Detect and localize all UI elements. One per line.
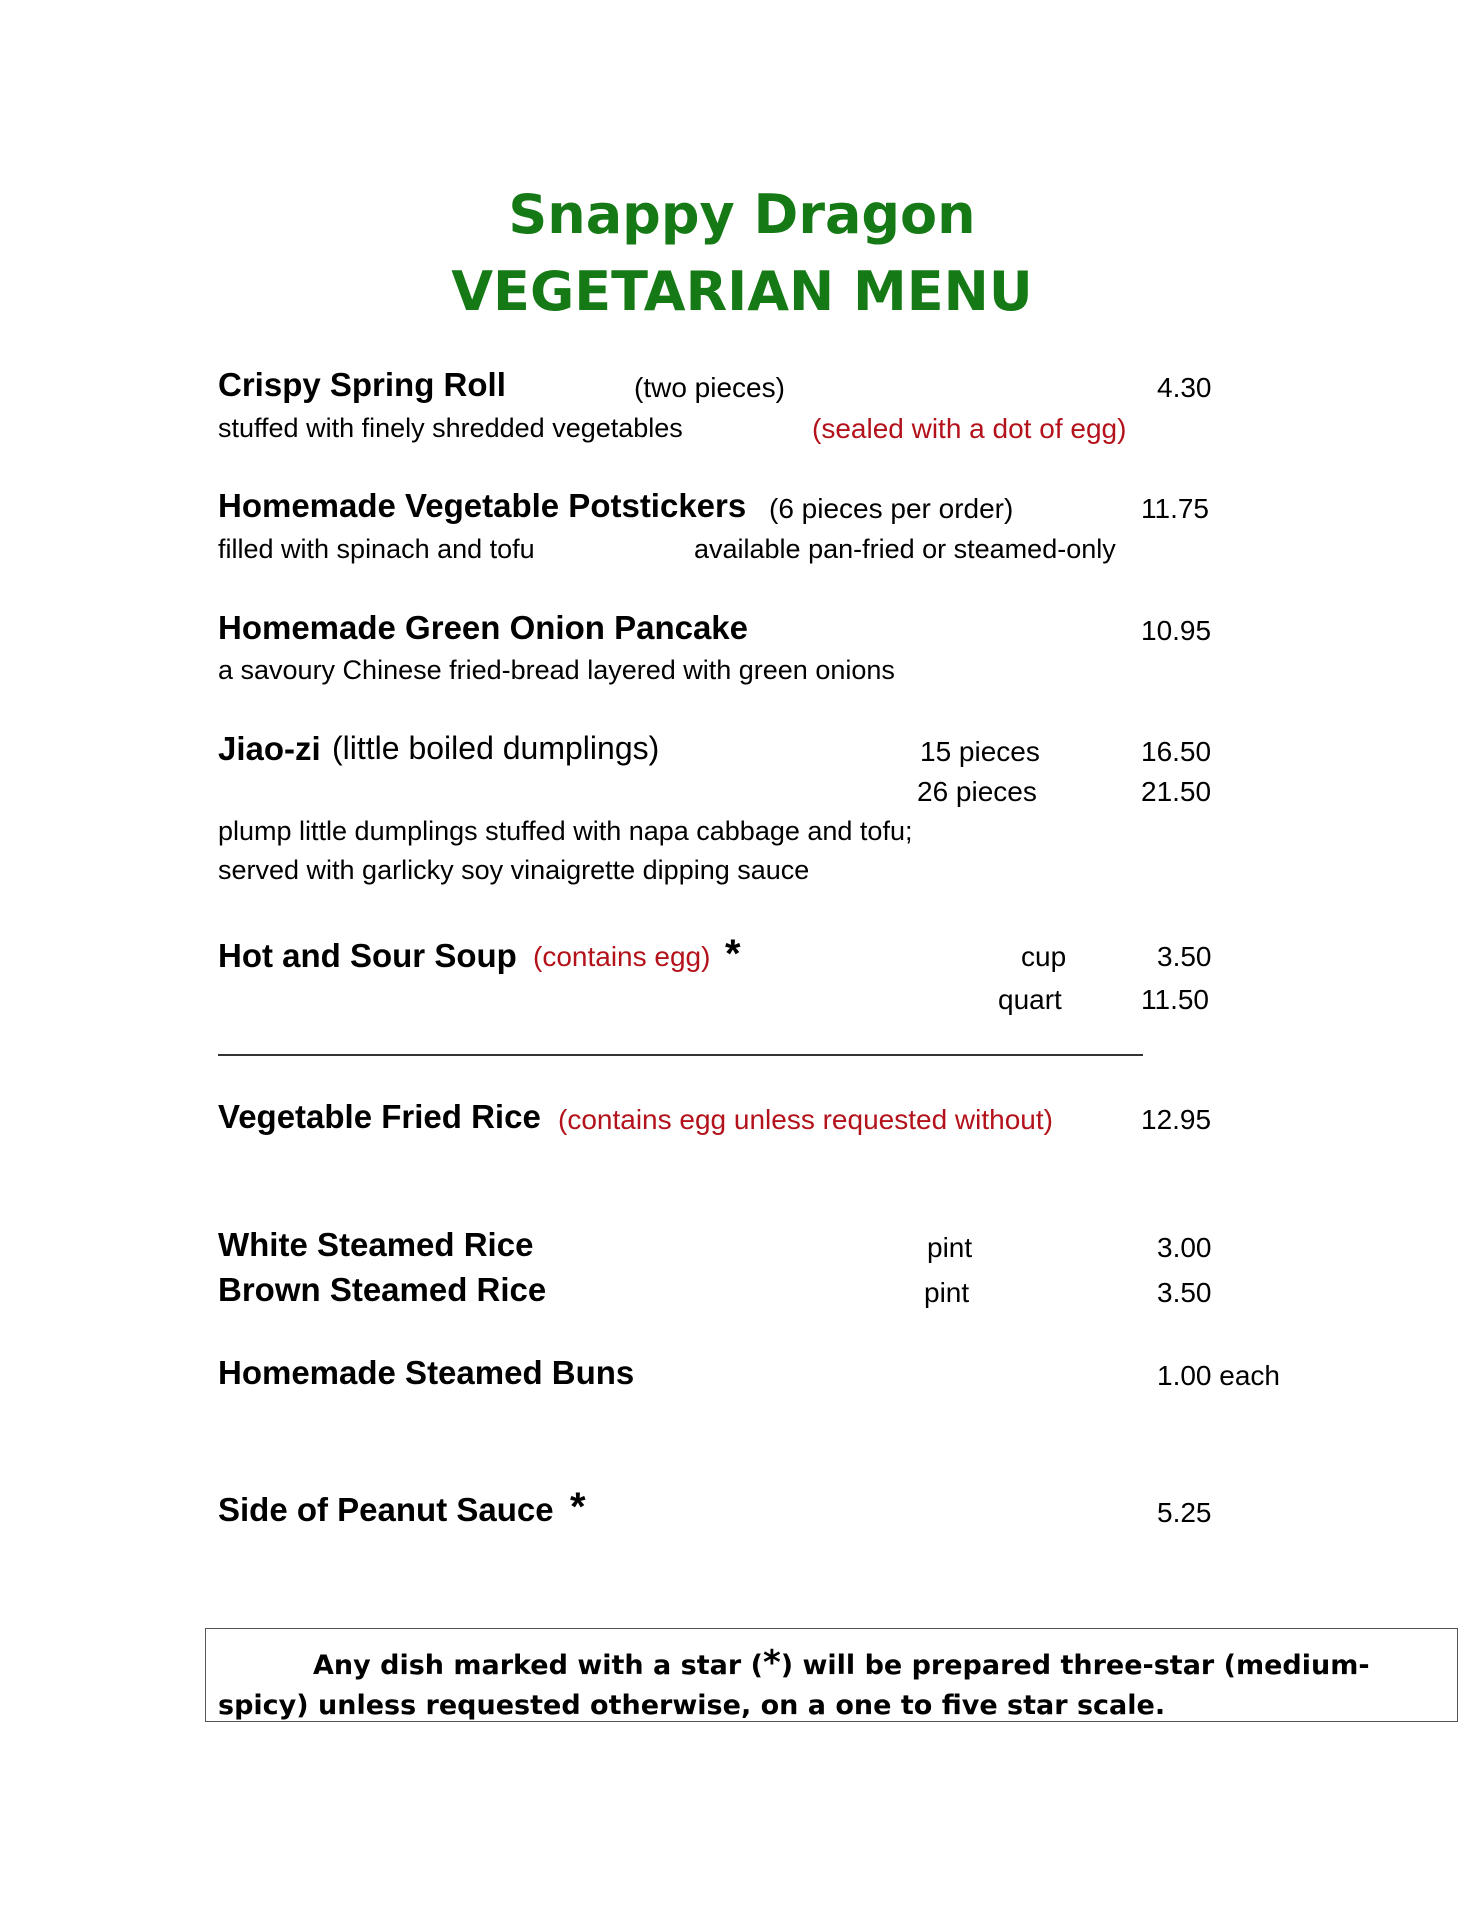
item-price-pancake: 10.95	[1141, 615, 1212, 646]
spice-note-part-b: ) will be prepared three-star (medium-spicy) unless requested otherwise, on a one to five star scale.	[218, 1650, 1370, 1721]
item-desc1-jiaozi: plump little dumplings stuffed with napa cabbage and tofu;	[218, 816, 913, 846]
item-name-buns: Homemade Steamed Buns	[218, 1354, 635, 1391]
item-name-brown-rice: Brown Steamed Rice	[218, 1271, 547, 1308]
item-desc2-jiaozi: served with garlicky soy vinaigrette dipping sauce	[218, 855, 810, 885]
item-note-jiaozi: (little boiled dumplings)	[332, 730, 660, 766]
item-name-spring-roll: Crispy Spring Roll	[218, 366, 506, 403]
item-note-potstickers: (6 pieces per order)	[769, 493, 1014, 524]
item-price-buns: 1.00 each	[1157, 1360, 1280, 1391]
spicy-star-icon: *	[725, 932, 741, 976]
menu-title: VEGETARIAN MENU	[451, 260, 1033, 323]
item-size2-hot-sour-soup: quart	[998, 984, 1062, 1015]
item-price-spring-roll: 4.30	[1157, 372, 1212, 403]
item-desc-spring-roll: stuffed with finely shredded vegetables	[218, 413, 683, 443]
item-price-white-rice: 3.00	[1157, 1232, 1212, 1263]
spicy-star-icon: *	[570, 1485, 586, 1529]
item-size1-jiaozi: 15 pieces	[920, 736, 1040, 767]
item-size1-hot-sour-soup: cup	[1021, 941, 1067, 972]
item-name-potstickers: Homemade Vegetable Potstickers	[218, 487, 747, 524]
item-price-fried-rice: 12.95	[1141, 1104, 1212, 1135]
egg-note-spring-roll: (sealed with a dot of egg)	[812, 413, 1127, 444]
section-divider	[218, 1054, 1143, 1056]
spice-note-text	[218, 1643, 1448, 1726]
spice-note-part-a: Any dish marked with a star (	[313, 1650, 763, 1681]
item-price2-hot-sour-soup: 11.50	[1141, 984, 1209, 1015]
spice-note-star-icon: *	[762, 1643, 781, 1683]
egg-note-fried-rice: (contains egg unless requested without)	[558, 1104, 1053, 1135]
item-name-fried-rice: Vegetable Fried Rice	[218, 1098, 541, 1135]
item-desc-pancake: a savoury Chinese fried-bread layered with green onions	[218, 655, 895, 685]
item-name-white-rice: White Steamed Rice	[218, 1226, 534, 1263]
spice-note-box	[205, 1628, 1458, 1722]
item-name-peanut-sauce: Side of Peanut Sauce	[218, 1491, 554, 1528]
item-name-jiaozi: Jiao-zi	[218, 730, 321, 767]
item-price1-jiaozi: 16.50	[1141, 736, 1212, 767]
item-size-white-rice: pint	[927, 1232, 973, 1263]
item-name-hot-sour-soup: Hot and Sour Soup	[218, 937, 517, 974]
item-price-peanut-sauce: 5.25	[1157, 1497, 1212, 1528]
egg-note-hot-sour-soup: (contains egg)	[533, 941, 711, 972]
item-price1-hot-sour-soup: 3.50	[1157, 941, 1212, 972]
item-option-potstickers: available pan-fried or steamed-only	[694, 534, 1116, 564]
item-note-spring-roll: (two pieces)	[634, 372, 785, 403]
item-size2-jiaozi: 26 pieces	[917, 776, 1037, 807]
item-size-brown-rice: pint	[924, 1277, 970, 1308]
item-desc-potstickers: filled with spinach and tofu	[218, 534, 535, 564]
item-price-brown-rice: 3.50	[1157, 1277, 1212, 1308]
item-name-pancake: Homemade Green Onion Pancake	[218, 609, 749, 646]
item-price-potstickers: 11.75	[1141, 493, 1209, 524]
item-price2-jiaozi: 21.50	[1141, 776, 1212, 807]
restaurant-name: Snappy Dragon	[508, 183, 976, 246]
